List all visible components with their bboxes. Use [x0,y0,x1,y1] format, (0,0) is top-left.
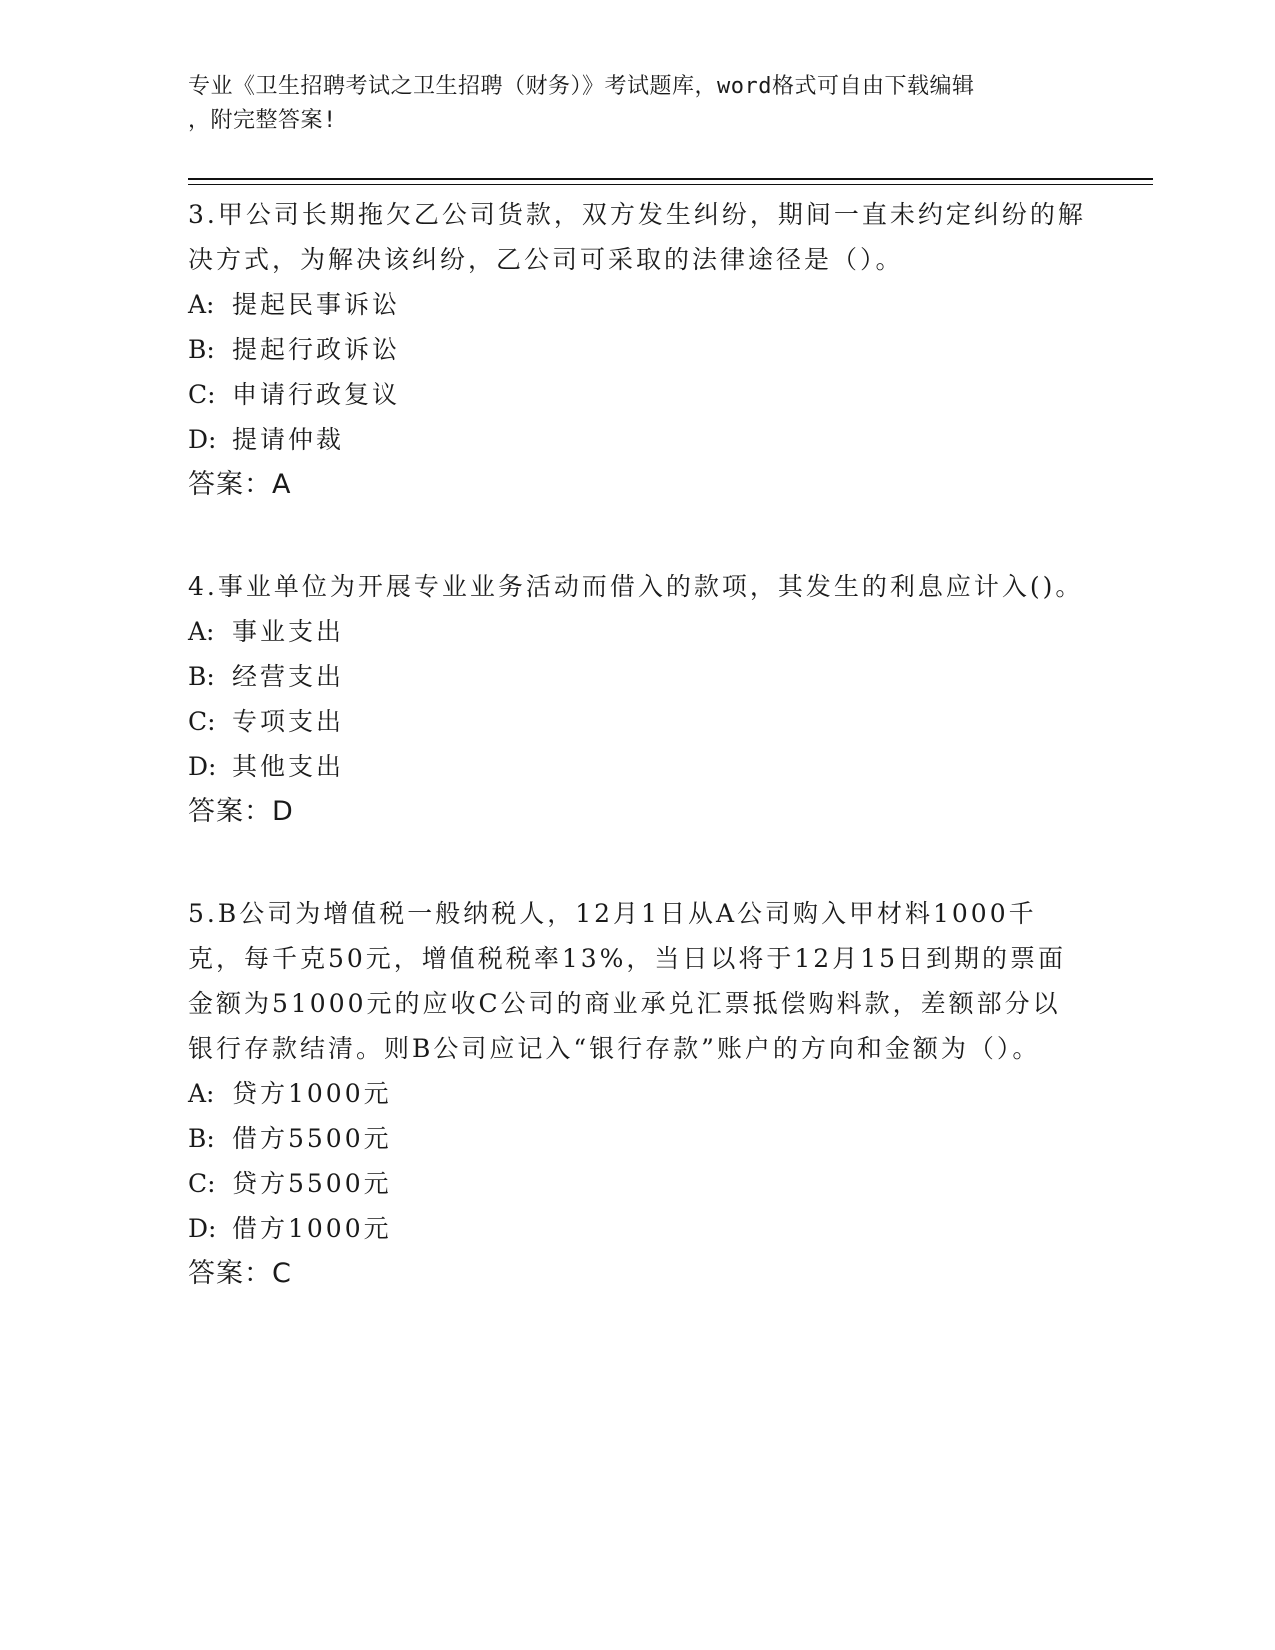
option-a [188,609,1088,654]
question-3 [188,192,1088,507]
option-letter: A: [188,290,215,319]
option-text: 申请行政复议 [232,380,401,409]
option-letter: B: [188,1124,215,1153]
header-rule-thick [188,178,1153,180]
option-c [188,372,1088,417]
option-c [188,1161,1088,1206]
option-text: 事业支出 [232,617,345,646]
option-d [188,744,1088,789]
option-letter: A: [188,1079,215,1108]
header-line-2: ，附完整答案! [188,108,337,133]
option-a [188,1071,1088,1116]
option-text: 提起行政诉讼 [232,335,401,364]
question-text: 3.甲公司长期拖欠乙公司货款，双方发生纠纷，期间一直未约定纠纷的解决方式，为解决该纠纷，乙公司可采取的法律途径是（）。 [188,200,1086,274]
option-letter: D: [188,425,217,454]
question-text: 4.事业单位为开展专业业务活动而借入的款项，其发生的利息应计入()。 [188,572,1084,601]
option-b [188,1116,1088,1161]
answer-line: 答案：D [188,796,294,827]
option-letter: C: [188,707,216,736]
option-text: 经营支出 [232,662,345,691]
option-text: 贷方1000元 [232,1079,392,1108]
question-text: 5.B公司为增值税一般纳税人，12月1日从A公司购入甲材料1000千克，每千克50元，增值税税率13%，当日以将于12月15日到期的票面金额为51000元的应收C公司的商业承兑汇票抵偿购料款，差额部分以银行存款结清。则B公司应记入“银行存款”账户的方向和金额为（）。 [188,899,1067,1063]
option-letter: A: [188,617,215,646]
option-d [188,1206,1088,1251]
option-d [188,417,1088,462]
question-4 [188,564,1088,834]
option-letter: D: [188,752,217,781]
question-5 [188,891,1088,1296]
option-b [188,654,1088,699]
question-list [188,192,1088,1353]
option-text: 提起民事诉讼 [232,290,401,319]
option-text: 其他支出 [232,752,345,781]
option-letter: B: [188,662,215,691]
option-text: 借方5500元 [232,1124,392,1153]
answer-line: 答案：C [188,1258,292,1289]
header-line-1: 专业《卫生招聘考试之卫生招聘（财务）》考试题库，word格式可自由下载编辑 [188,74,975,99]
option-letter: B: [188,335,215,364]
option-a [188,282,1088,327]
option-b [188,327,1088,372]
option-text: 借方1000元 [232,1214,392,1243]
answer-line: 答案：A [188,469,292,500]
document-header [188,70,1088,138]
header-rule-thin [188,184,1153,185]
option-text: 专项支出 [232,707,345,736]
option-c [188,699,1088,744]
option-text: 提请仲裁 [232,425,345,454]
option-letter: D: [188,1214,217,1243]
option-text: 贷方5500元 [232,1169,392,1198]
option-letter: C: [188,1169,216,1198]
option-letter: C: [188,380,216,409]
